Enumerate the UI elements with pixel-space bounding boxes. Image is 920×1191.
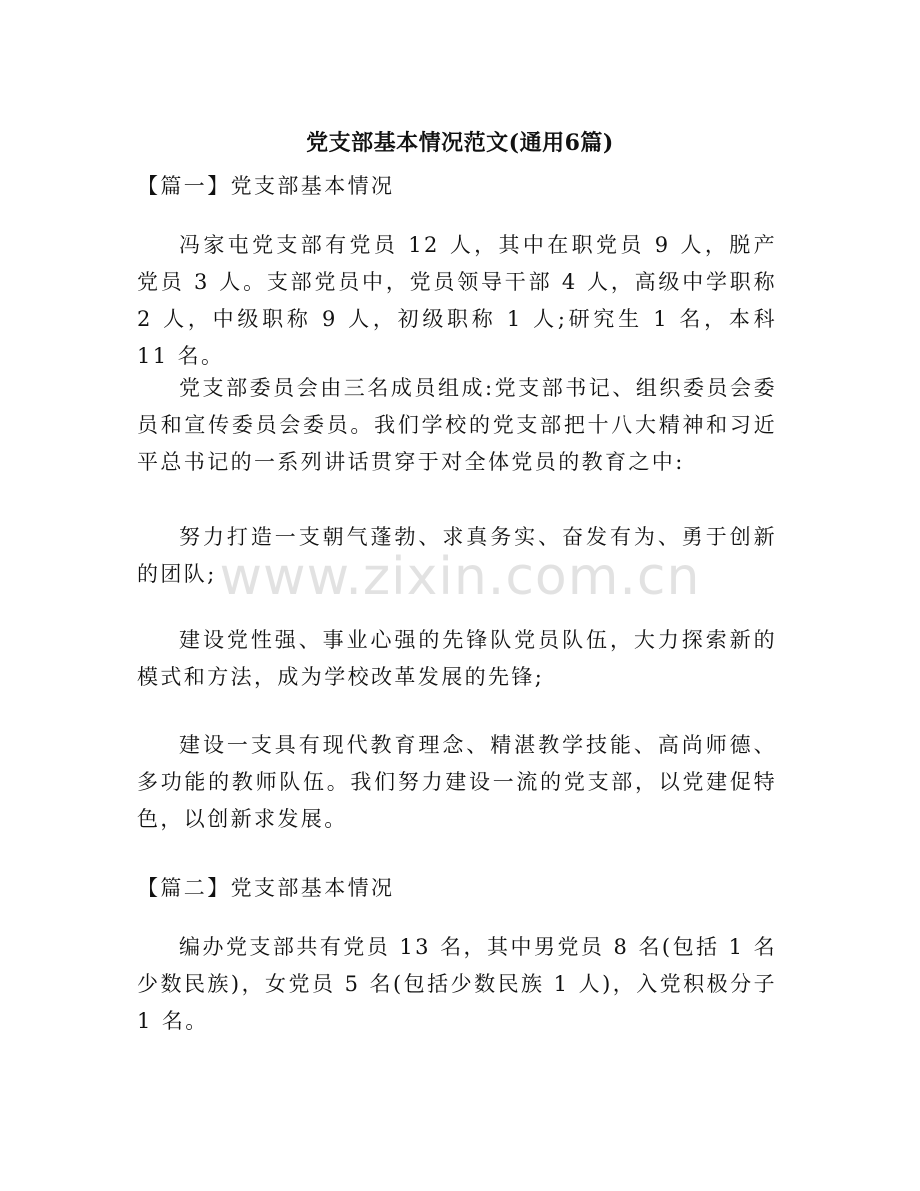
section2-paragraph-1: 编办党支部共有党员 13 名，其中男党员 8 名(包括 1 名少数民族)，女党员 5 名(包括少数民族 1 人)，入党积极分子 1 名。: [137, 935, 777, 1033]
section1-paragraph-4: 建设党性强、事业心强的先锋队党员队伍，大力探索新的模式和方法，成为学校改革发展的先锋;: [137, 628, 777, 689]
section1-paragraph-1: 冯家屯党支部有党员 12 人，其中在职党员 9 人，脱产党员 3 人。支部党员中，党员领导干部 4 人，高级中学职称 2 人，中级职称 9 人，初级职称 1 人;研究生 1 名，本科 11 名。: [137, 233, 777, 368]
section1-paragraph-3: 努力打造一支朝气蓬勃、求真务实、奋发有为、勇于创新的团队;: [137, 525, 777, 586]
watermark: www.zixin.com.cn: [219, 547, 701, 607]
section1-paragraph-5: 建设一支具有现代教育理念、精湛教学技能、高尚师德、多功能的教师队伍。我们努力建设一流的党支部，以党建促特色，以创新求发展。: [137, 733, 777, 831]
section1-heading: 【篇一】党支部基本情况: [137, 174, 395, 198]
section1-paragraph-2: 党支部委员会由三名成员组成:党支部书记、组织委员会委员和宣传委员会委员。我们学校的党支部把十八大精神和习近平总书记的一系列讲话贯穿于对全体党员的教育之中:: [137, 376, 777, 474]
section2-heading: 【篇二】党支部基本情况: [137, 876, 395, 900]
document-title: 党支部基本情况范文(通用6篇): [306, 129, 614, 156]
